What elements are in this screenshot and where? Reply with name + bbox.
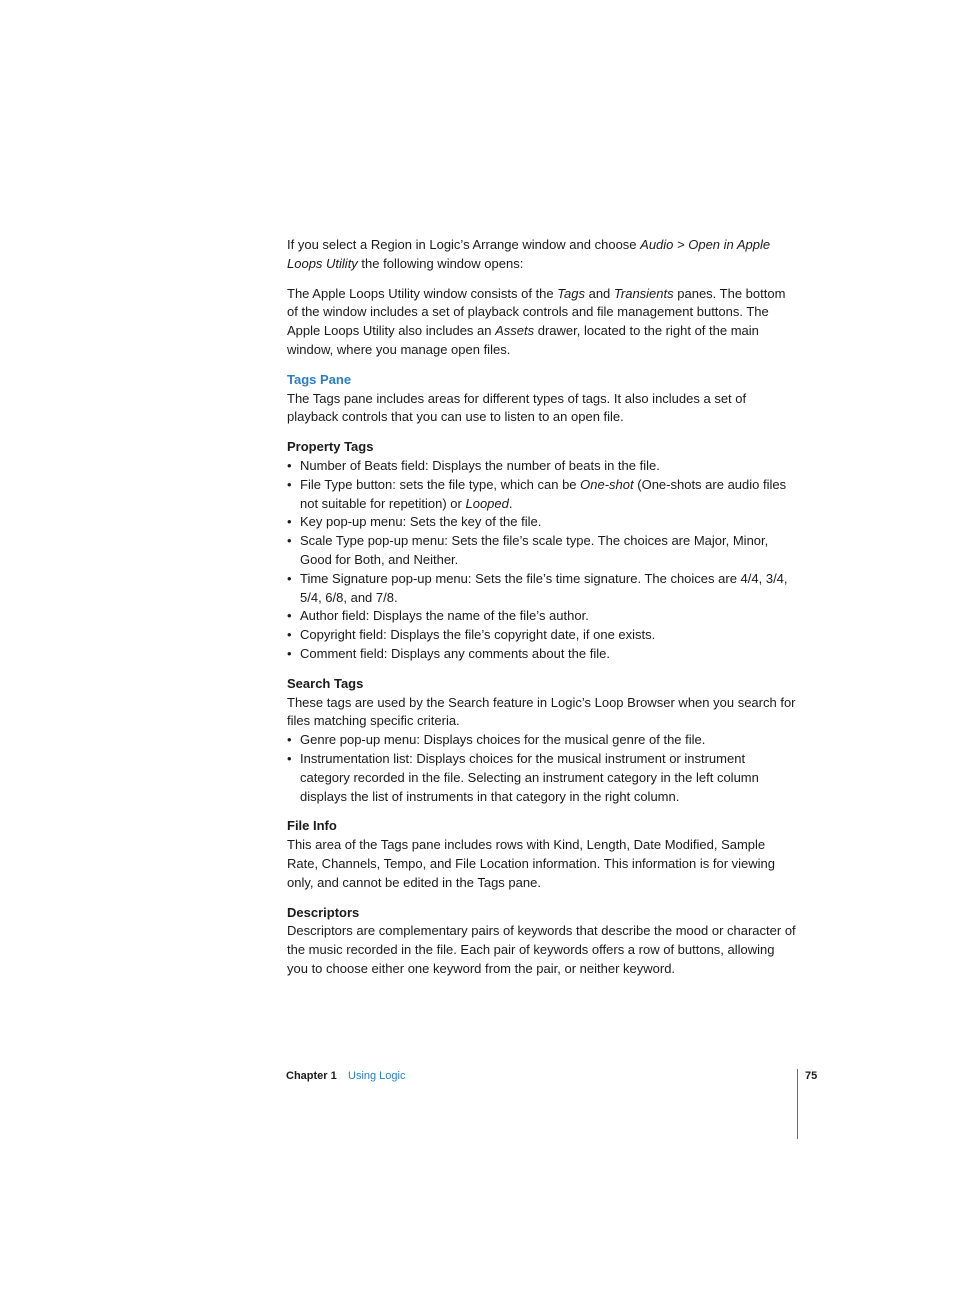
tags-pane-heading: Tags Pane	[287, 371, 352, 387]
search-tags-body: These tags are used by the Search feature in Logic’s Loop Browser when you search for files matching specific criteria.	[287, 694, 796, 729]
search-tags-list	[287, 731, 797, 806]
intro-paragraph-1: If you select a Region in Logic’s Arrange window and choose Audio > Open in Apple Loops Utility the following window opens:	[287, 237, 771, 271]
descriptors-heading: Descriptors	[287, 904, 360, 920]
footer-chapter-title: Using Logic	[348, 1070, 406, 1082]
menu-path: Audio > Open in Apple Loops Utility	[287, 237, 771, 271]
property-tags-heading: Property Tags	[287, 439, 374, 455]
list-item: • Time Signature pop-up menu: Sets the file’s time signature. The choices are 4/4, 3/4, 5/4, 6/8, and 7/8.	[287, 570, 788, 605]
footer-divider	[797, 1069, 798, 1139]
tags-pane-body: The Tags pane includes areas for different types of tags. It also includes a set of playback controls that you can use to listen to an open file.	[287, 390, 747, 425]
file-info-heading: File Info	[287, 818, 337, 834]
page-content	[287, 236, 797, 979]
list-item: • File Type button: sets the file type, which can be One-shot (One-shots are audio files not suitable for repetition) or Looped.	[287, 476, 787, 511]
intro-paragraph-2: The Apple Loops Utility window consists of the Tags and Transients panes. The bottom of the window includes a set of playback controls and file management buttons. The Apple Loops Utility also includes an Assets drawer, located to the right of the main window, where you manage open files.	[287, 285, 786, 357]
page-number: 75	[805, 1070, 818, 1082]
list-item: • Scale Type pop-up menu: Sets the file’s scale type. The choices are Major, Minor, Good for Both, and Neither.	[287, 533, 769, 567]
search-tags-heading: Search Tags	[287, 675, 364, 691]
footer-chapter-label: Chapter 1	[286, 1070, 337, 1082]
descriptors-body: Descriptors are complementary pairs of keywords that describe the mood or character of the music recorded in the file. Each pair of keywords offers a row of buttons, allowing you to choose either one keyword from the pair, or neither keyword.	[287, 923, 796, 976]
list-item: • Comment field: Displays any comments about the file.	[287, 645, 610, 661]
list-item: • Key pop-up menu: Sets the key of the file.	[287, 514, 542, 530]
file-info-body: This area of the Tags pane includes rows with Kind, Length, Date Modified, Sample Rate, Channels, Tempo, and File Location information. This information is for viewing only, and cannot be edited in the Tags pane.	[287, 837, 775, 890]
list-item: • Genre pop-up menu: Displays choices for the musical genre of the file.	[287, 732, 706, 748]
list-item: • Number of Beats field: Displays the number of beats in the file.	[287, 457, 660, 473]
list-item: • Copyright field: Displays the file’s copyright date, if one exists.	[287, 627, 656, 643]
list-item: • Author field: Displays the name of the file’s author.	[287, 608, 589, 624]
property-tags-list	[287, 457, 797, 664]
list-item: • Instrumentation list: Displays choices for the musical instrument or instrument category recorded in the file. Selecting an instrument category in the left column displays the list of instruments in that category in the right column.	[287, 750, 759, 804]
